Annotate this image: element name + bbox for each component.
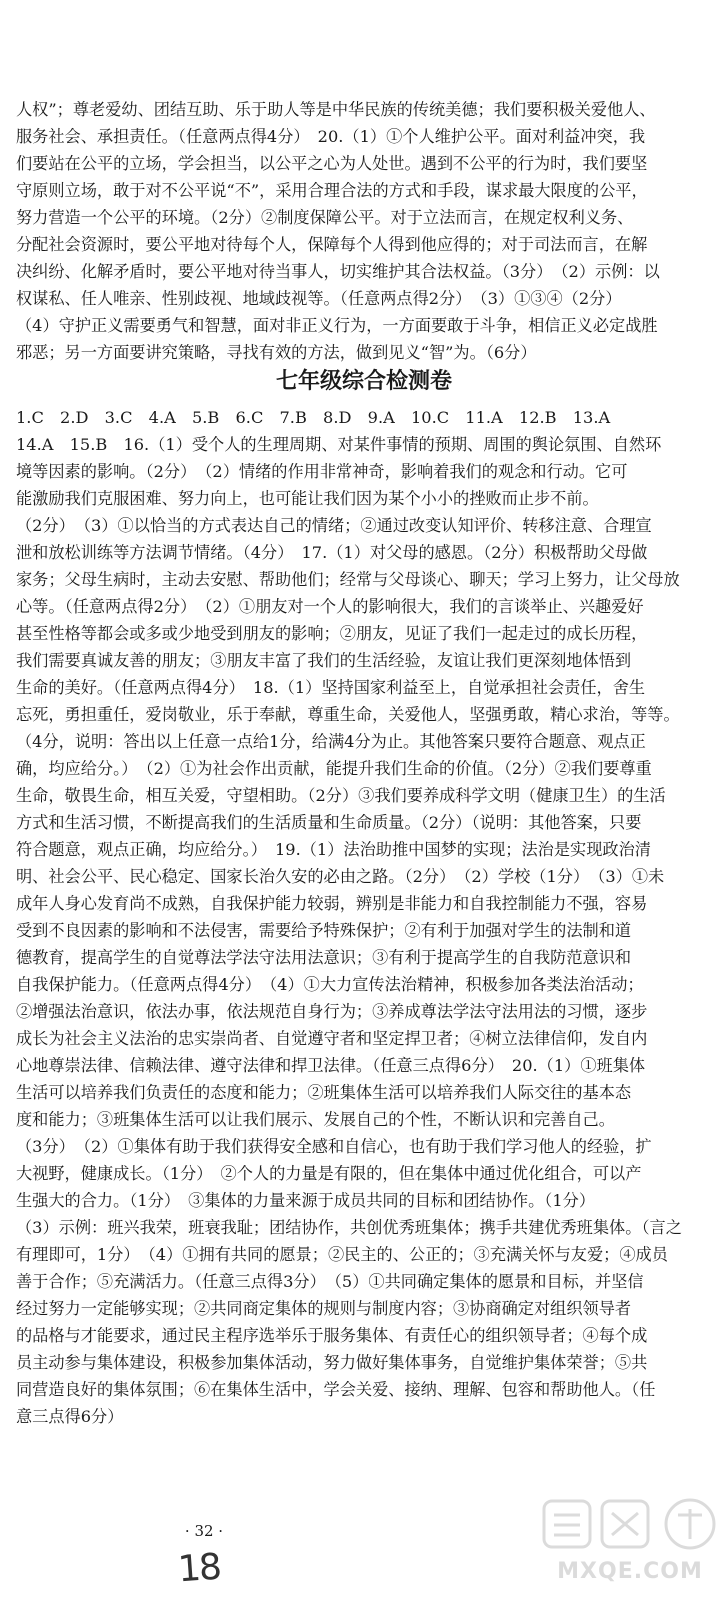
text-line: 甚至性格等都会或多或少地受到朋友的影响；②朋友，见证了我们一起走过的成长历程， [16, 624, 648, 643]
text-line: （4分，说明：答出以上任意一点给1分，给满4分为止。其他答案只要符合题意、观点正 [16, 732, 646, 751]
text-line: 邪恶；另一方面要讲究策略，寻找有效的方法，做到见义“智”为。（6分） [16, 343, 537, 362]
text-line: 明、社会公平、民心稳定、国家长治久安的必由之路。（2分） （2）学校（1分） （3）①未 [16, 867, 665, 886]
text-line: 忘死，勇担重任，爱岗敬业，乐于奉献，尊重生命，关爱他人，坚强勇敢，精心求治，等等。 [16, 705, 680, 724]
text-line: 符合题意，观点正确，均应给分。） 19.（1）法治助推中国梦的实现；法治是实现政治清 [16, 840, 651, 859]
watermark-text: MXQE.COM [557, 1559, 703, 1584]
text-line: （3分） （2）①集体有助于我们获得安全感和自信心，也有助于我们学习他人的经验，扩 [16, 1137, 652, 1156]
text-line: ②增强法治意识，依法办事，依法规范自身行为；③养成尊法学法守法用法的习惯，逐步 [16, 1002, 648, 1021]
text-line: 成年人身心发育尚不成熟，自我保护能力较弱，辨别是非能力和自我控制能力不强，容易 [16, 894, 648, 913]
text-line: 努力营造一个公平的环境。（2分）②制度保障公平。对于立法而言，在规定权利义务、 [16, 208, 634, 227]
text-line: （3）示例：班兴我荣，班衰我耻；团结协作，共创优秀班集体；携手共建优秀班集体。（言之 [16, 1218, 682, 1237]
text-line: 意三点得6分） [16, 1407, 124, 1426]
text-line: 成长为社会主义法治的忠实崇尚者、自觉遵守者和坚定捍卫者；④树立法律信仰，发自内 [16, 1029, 648, 1048]
text-line: 心地尊崇法律、信赖法律、遵守法律和捍卫法律。（任意三点得6分） 20.（1）①班集体 [16, 1056, 646, 1075]
text-line: 泄和放松训练等方法调节情绪。（4分） 17.（1）对父母的感恩。（2分）积极帮助父母做 [16, 543, 648, 562]
text-line: 自我保护能力。（任意两点得4分） （4）①大力宣传法治精神，积极参加各类法治活动； [16, 975, 644, 994]
text-line: （4）守护正义需要勇气和智慧，面对非正义行为，一方面要敢于斗争，相信正义必定战胜 [16, 316, 658, 335]
text-line: 德教育，提高学生的自觉尊法学法守法用法意识；③有利于提高学生的自我防范意识和 [16, 948, 632, 967]
text-line: 能激励我们克服困难、努力向上，也可能让我们因为某个小小的挫败而止步不前。 [16, 489, 599, 508]
text-line: （2分） （3）①以恰当的方式表达自己的情绪；②通过改变认知评价、转移注意、合理宣 [16, 516, 652, 535]
section-title: 七年级综合检测卷 [275, 369, 452, 394]
text-line: 们要站在公平的立场，学会担当，以公平之心为人处世。遇到不公平的行为时，我们要坚 [16, 154, 648, 173]
text-line: 心等。（任意两点得2分） （2）①朋友对一个人的影响很大，我们的言谈举止、兴趣爱好 [16, 597, 644, 616]
text-line: 1.C 2.D 3.C 4.A 5.B 6.C 7.B 8.D 9.A 10.C 11.A 12.B 13.A [16, 408, 611, 427]
text-line: 权谋私、任人唯亲、性别歧视、地域歧视等。（任意两点得2分） （3）①③④（2分） [16, 289, 622, 308]
text-line: 生命，敬畏生命，相互关爱，守望相助。（2分）③我们要养成科学文明（健康卫生）的生活 [16, 786, 666, 805]
text-line: 确，均应给分。） （2）①为社会作出贡献，能提升我们生命的价值。（2分）②我们要尊重 [16, 759, 652, 778]
text-line: 的品格与才能要求，通过民主程序选举乐于服务集体、有责任心的组织领导者；④每个成 [16, 1326, 648, 1345]
text-line: 家务；父母生病时，主动去安慰、帮助他们；经常与父母谈心、聊天；学习上努力，让父母放 [16, 570, 680, 589]
text-line: 同营造良好的集体氛围；⑥在集体生活中，学会关爱、接纳、理解、包容和帮助他人。（任 [16, 1380, 656, 1399]
text-line: 受到不良因素的影响和不法侵害，需要给予特殊保护；②有利于加强对学生的法制和道 [16, 921, 632, 940]
text-line: 境等因素的影响。（2分） （2）情绪的作用非常神奇，影响着我们的观念和行动。它可 [16, 462, 628, 481]
text-line: 员主动参与集体建设，积极参加集体活动，努力做好集体事务，自觉维护集体荣誉；⑤共 [16, 1353, 648, 1372]
text-line: 14.A 15.B 16.（1）受个人的生理周期、对某件事情的预期、周围的舆论氛围、自然环 [16, 435, 662, 454]
text-line: 服务社会、承担责任。（任意两点得4分） 20.（1）①个人维护公平。面对利益冲突，我 [16, 127, 646, 146]
text-line: 生强大的合力。（1分） ③集体的力量来源于成员共同的目标和团结协作。（1分） [16, 1191, 596, 1210]
text-line: 善于合作；⑤充满活力。（任意三点得3分） （5）①共同确定集体的愿景和目标，并坚信 [16, 1272, 644, 1291]
watermark-logo [540, 1495, 720, 1595]
text-line: 我们需要真诚友善的朋友；③朋友丰富了我们的生活经验，友谊让我们更深刻地体悟到 [16, 651, 632, 670]
handwritten-note: 18 [176, 1546, 222, 1591]
text-line: 守原则立场，敢于对不公平说“不”，采用合理合法的方式和手段，谋求最大限度的公平， [16, 181, 648, 200]
text-line: 分配社会资源时，要公平地对待每个人，保障每个人得到他应得的；对于司法而言，在解 [16, 235, 648, 254]
text-line: 人权”；尊老爱幼、团结互助、乐于助人等是中华民族的传统美德；我们要积极关爱他人、 [16, 100, 656, 119]
text-line: 生命的美好。（任意两点得4分） 18.（1）坚持国家利益至上，自觉承担社会责任，舍生 [16, 678, 646, 697]
watermark-emblem-icon [540, 1495, 720, 1553]
text-line: 大视野，健康成长。（1分） ②个人的力量是有限的，但在集体中通过优化组合，可以产 [16, 1164, 642, 1183]
text-line: 决纠纷、化解矛盾时，要公平地对待当事人，切实维护其合法权益。（3分） （2）示例：以 [16, 262, 660, 281]
page-number: · 32 · [184, 1522, 224, 1540]
text-line: 生活可以培养我们负责任的态度和能力；②班集体生活可以培养我们人际交往的基本态 [16, 1083, 632, 1102]
text-line: 度和能力；③班集体生活可以让我们展示、发展自己的个性，不断认识和完善自己。 [16, 1110, 615, 1129]
text-line: 方式和生活习惯，不断提高我们的生活质量和生命质量。（2分）（说明：其他答案，只要 [16, 813, 642, 832]
text-line: 有理即可，1分） （4）①拥有共同的愿景；②民主的、公正的；③充满关怀与友爱；④成员 [16, 1245, 668, 1264]
text-line: 经过努力一定能够实现；②共同商定集体的规则与制度内容；③协商确定对组织领导者 [16, 1299, 632, 1318]
